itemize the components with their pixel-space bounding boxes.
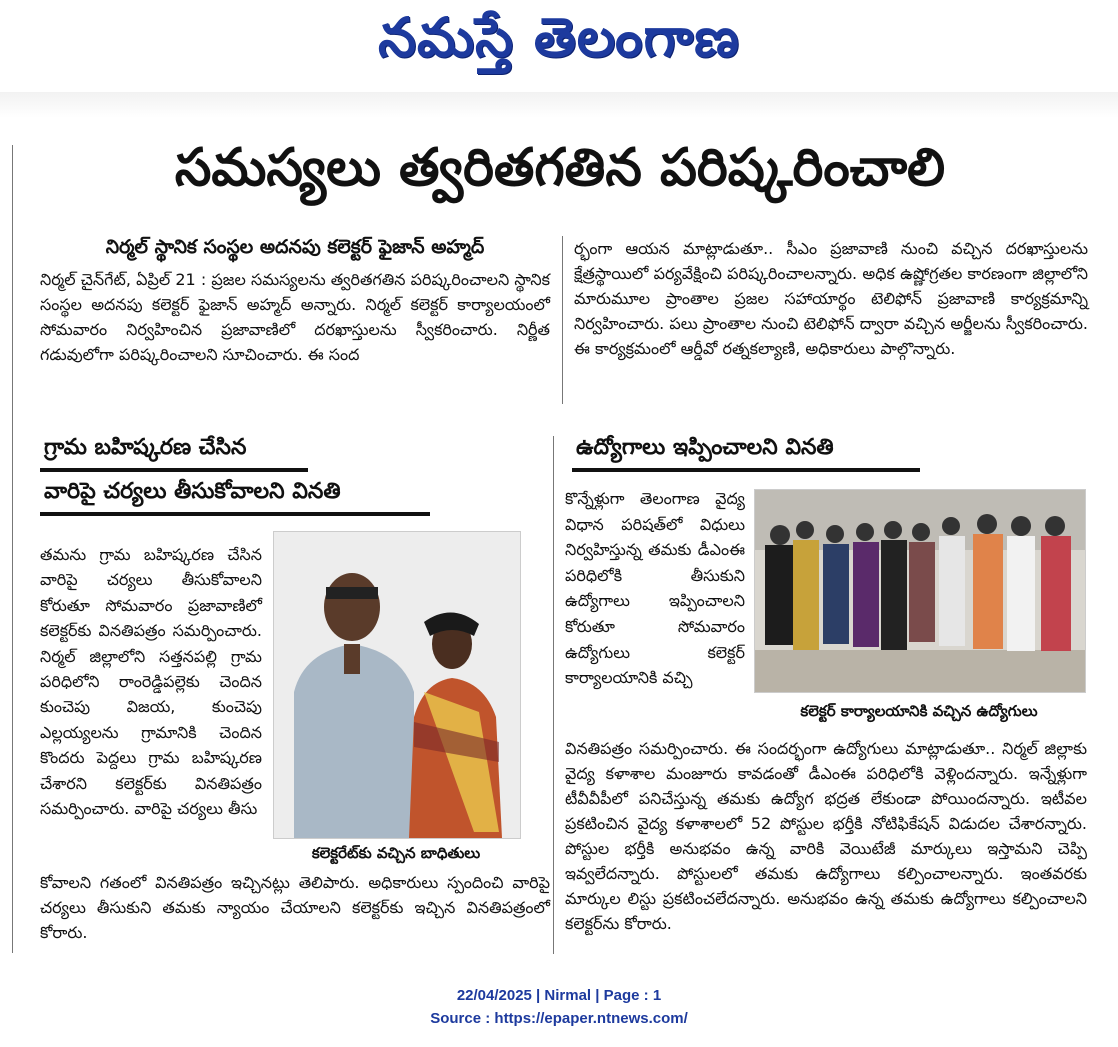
story-left-body-top: తమను గ్రామ బహిష్కరణ చేసిన వారిపై చర్యలు తీసుకోవాలని కోరుతూ సోమవారం ప్రజావాణిలో కలెక్టర్‌కు వినతిపత్రం సమర్పించారు. నిర్మల్ జిల్లాలోని సత్తనపల్లి గ్రామ పరిధిలోని రాంరెడ్డిపల్లెకు చెందిన కుంచెపు విజయ, కుంచెపు ఎల్లయ్యలను గ్రామానికి చెందిన కొందరు పెద్దలు గ్రామ బహిష్కరణ చేశారని కలెక్టర్‌కు వినతిపత్రం సమర్పించారు. వారిపై చర్యలు తీసు [40,545,262,819]
victims-photo [273,531,521,839]
footer-source-link[interactable]: Source : https://epaper.ntnews.com/ [430,1010,688,1027]
footer-date-page: 22/04/2025 | Nirmal | Page : 1 [456,987,662,1004]
article-subheadline: నిర్మల్ స్థానిక సంస్థల అదనపు కలెక్టర్ ఫైజాన్ అహ్మద్ [105,236,485,258]
column-rule-bottom [553,436,554,954]
masthead-band [0,92,1118,118]
employees-photo [754,489,1086,693]
masthead-title: నమస్తే తెలంగాణ [378,6,740,69]
employees-photo-caption: కలెక్టర్ కార్యాలయానికి వచ్చిన ఉద్యోగులు [800,702,1038,720]
victims-photo-caption: కలెక్టరేట్‌కు వచ్చిన బాధితులు [311,844,481,862]
left-margin-rule [12,145,13,953]
story-right-body-top: కొన్నేళ్లుగా తెలంగాణ వైద్య విధాన పరిషత్‌లో విధులు నిర్వహిస్తున్న తమకు డీఎంఈ పరిధిలోకి తీసుకుని ఉద్యోగాలు ఇప్పించాలని కోరుతూ సోమవారం ఉద్యోగులు కలెక్టర్ కార్యాలయానికి వచ్చి [565,489,745,688]
epaper-footer [0,984,1118,1030]
story-right-heading-text: ఉద్యోగాలు ఇప్పించాలని వినతి [576,435,834,460]
story-left-heading [40,428,430,516]
heading-underline [40,512,430,516]
victims-photo-illustration [274,532,520,838]
story-right-body-bottom: వినతిపత్రం సమర్పించారు. ఈ సందర్భంగా ఉద్యోగులు మాట్లాడుతూ.. నిర్మల్ జిల్లాకు వైద్య కళాశాల మంజూరు కావడంతో డీఎంఈ పరిధిలోకి వెళ్లిందన్నారు. ఇన్నేళ్లుగా టీవీవీపీలో పనిచేస్తున్న తమకు ఉద్యోగ భద్రత లేకుండా పోయిందన్నారు. ఇటీవల ప్రకటించిన వైద్య కళాశాలలో 52 పోస్టుల భర్తీకి నోటిఫికేషన్ విడుదల చేశారన్నారు. పోస్టుల భర్తీకి అనుభవం ఉన్న వారికి వెయిటేజీ మార్కులు ఇస్తామని చెప్పి ఇవ్వలేదన్నారు. పోస్టులలో తమకు ఉద్యోగాలు కల్పించాలన్నారు. ఇంతవరకు మార్కుల లిస్టు ప్రకటించలేదన్నారు. అనుభవం ఉన్న తమకు ఉద్యోగాలు కల్పించాలని కలెక్టర్‌ను కోరారు. [565,739,1087,933]
masthead [0,0,1118,90]
article-body-right: ర్భంగా ఆయన మాట్లాడుతూ.. సీఎం ప్రజావాణి నుంచి వచ్చిన దరఖాస్తులను క్షేత్రస్థాయిలో పర్యవేక్షించి పరిష్కరించాలన్నారు. అధిక ఉష్ణోగ్రతల కారణంగా జిల్లాలోని మారుమూల ప్రాంతాల ప్రజల సహాయార్థం టెలిఫోన్ ప్రజావాణి కార్యక్రమాన్ని నిర్వహించారు. పలు ప్రాంతాల నుంచి టెలిఫోన్ ద్వారా వచ్చిన అర్జీలను స్వీకరించారు. ఈ కార్యక్రమంలో ఆర్డీవో రత్నకల్యాణి, అధికారులు పాల్గొన్నారు. [574,239,1088,358]
article-headline: సమస్యలు త్వరితగతిన పరిష్కరించాలి [174,138,946,198]
article-body-left: నిర్మల్ చైన్‌గేట్, ఏప్రిల్ 21 : ప్రజల సమస్యలను త్వరితగతిన పరిష్కరించాలని స్థానిక సంస్థల అదనపు కలెక్టర్ ఫైజాన్ అహ్మద్ అన్నారు. నిర్మల్ కలెక్టర్ కార్యాలయంలో సోమవారం నిర్వహించిన ప్రజావాణిలో దరఖాస్తులను స్వీకరించారు. నిర్ణీత గడువులోగా పరిష్కరించాలని సూచించారు. ఈ సంద [40,270,550,364]
story-left-heading-line1: గ్రామ బహిష్కరణ చేసిన [44,435,247,460]
heading-underline [572,468,920,472]
column-rule-top [562,236,563,404]
story-right-heading [572,428,920,472]
employees-photo-illustration [755,490,1085,692]
story-left-body-bottom: కోవాలని గతంలో వినతిపత్రం ఇచ్చినట్లు తెలిపారు. అధికారులు స్పందించి వారిపై చర్యలు తీసుకుని తమకు న్యాయం చేయాలని కలెక్టర్‌కు ఇచ్చిన వినతిపత్రంలో కోరారు. [40,873,550,942]
story-left-heading-line2: వారిపై చర్యలు తీసుకోవాలని వినతి [44,479,341,504]
